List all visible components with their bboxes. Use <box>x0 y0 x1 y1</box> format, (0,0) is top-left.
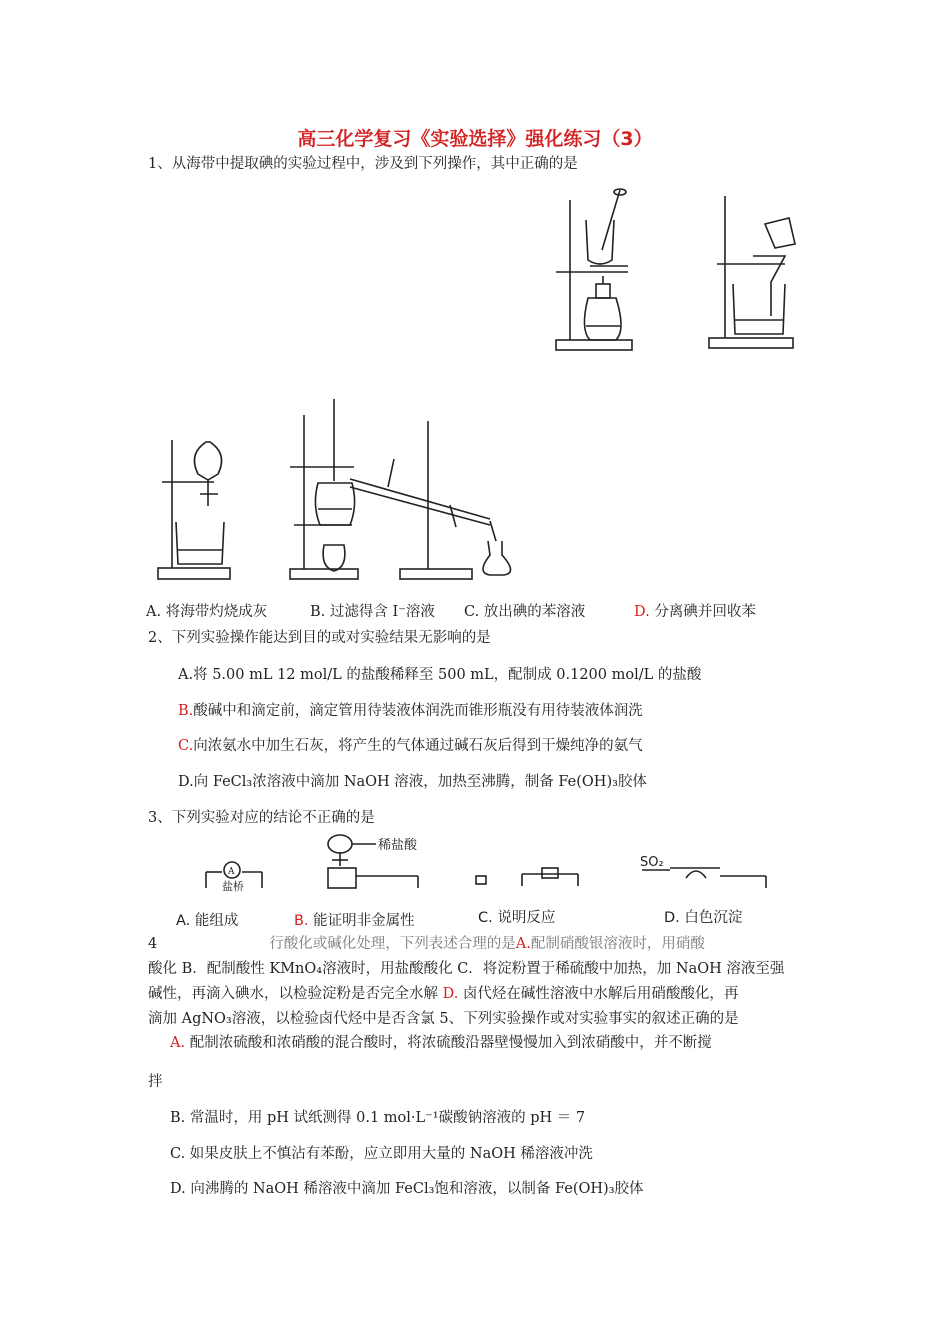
apparatus-distillation-icon <box>290 395 520 585</box>
q3-option-b: B. 能证明非金属性 <box>294 913 415 929</box>
q3-option-c: C. 说明反应 <box>478 910 556 926</box>
q1-option-a: A. 将海带灼烧成灰 <box>146 604 268 620</box>
q3-option-a: A. 能组成 <box>176 913 239 929</box>
q4-line-1: 4 行酸化或碱化处理，下列表述合理的是A.配制硝酸银溶液时，用硝酸 <box>148 936 705 952</box>
q5-option-a-continued: 拌 <box>148 1074 163 1090</box>
so2-label: SO₂ <box>640 855 664 870</box>
q3-option-d: D. 白色沉淀 <box>664 910 743 926</box>
q2-option-d: D.向 FeCl₃浓溶液中滴加 NaOH 溶液，加热至沸腾，制备 Fe(OH)₃胶体 <box>178 774 647 790</box>
galvanic-cell-icon <box>200 858 270 898</box>
q4-line-3: 碱性，再滴入碘水，以检验淀粉是否完全水解 D. 卤代烃在碱性溶液中水解后用硝酸酸化，再 <box>148 986 739 1002</box>
salt-bridge-label: 盐桥 <box>222 880 244 893</box>
so2-setup-icon <box>640 850 780 890</box>
q2-option-a: A.将 5.00 mL 12 mol/L 的盐酸稀释至 500 mL，配制成 0.1200 mol/L 的盐酸 <box>178 667 702 683</box>
page-title: 高三化学复习《实验选择》强化练习（3） <box>297 128 653 150</box>
q2-option-b: B.酸碱中和滴定前，滴定管用待装液体润洗而锥形瓶没有用待装液体润洗 <box>178 703 643 719</box>
apparatus-burning-icon <box>550 180 640 355</box>
q4-line-2: 酸化 B．配制酸性 KMnO₄溶液时，用盐酸酸化 C．将淀粉置于稀硫酸中加热，加 NaOH 溶液至强 <box>148 961 785 977</box>
q2-option-c: C.向浓氨水中加生石灰，将产生的气体通过碱石灰后得到干燥纯净的氨气 <box>178 738 643 754</box>
apparatus-filtration-icon <box>705 192 805 352</box>
hcl-label: 稀盐酸 <box>378 838 418 853</box>
apparatus-separating-funnel-icon <box>158 440 238 585</box>
ammeter-label: A <box>228 867 235 877</box>
q4-line-4: 滴加 AgNO₃溶液，以检验卤代烃中是否含氯 5、下列实验操作或对实验事实的叙述正确的是 <box>148 1011 739 1027</box>
q5-option-d: D. 向沸腾的 NaOH 稀溶液中滴加 FeCl₃饱和溶液，以制备 Fe(OH)₃胶体 <box>170 1181 644 1197</box>
question-3-stem: 3、下列实验对应的结论不正确的是 <box>148 810 375 826</box>
q5-option-a: A. 配制浓硫酸和浓硝酸的混合酸时，将浓硫酸沿器壁慢慢加入到浓硝酸中，并不断搅 <box>170 1035 712 1051</box>
q1-option-d: D. 分离碘并回收苯 <box>634 604 756 620</box>
tube-setup-icon <box>470 860 590 890</box>
q5-option-c: C. 如果皮肤上不慎沾有苯酚，应立即用大量的 NaOH 稀溶液冲洗 <box>170 1146 593 1162</box>
gas-generator-icon <box>322 832 462 892</box>
question-1-stem: 1、从海带中提取碘的实验过程中，涉及到下列操作，其中正确的是 <box>148 156 578 172</box>
question-2-stem: 2、下列实验操作能达到目的或对实验结果无影响的是 <box>148 630 491 646</box>
q5-option-b: B. 常温时，用 pH 试纸测得 0.1 mol·L⁻¹碳酸钠溶液的 pH ＝ 7 <box>170 1110 586 1126</box>
q1-option-c: C. 放出碘的苯溶液 <box>464 604 586 620</box>
q1-option-b: B. 过滤得含 I⁻溶液 <box>310 604 435 620</box>
